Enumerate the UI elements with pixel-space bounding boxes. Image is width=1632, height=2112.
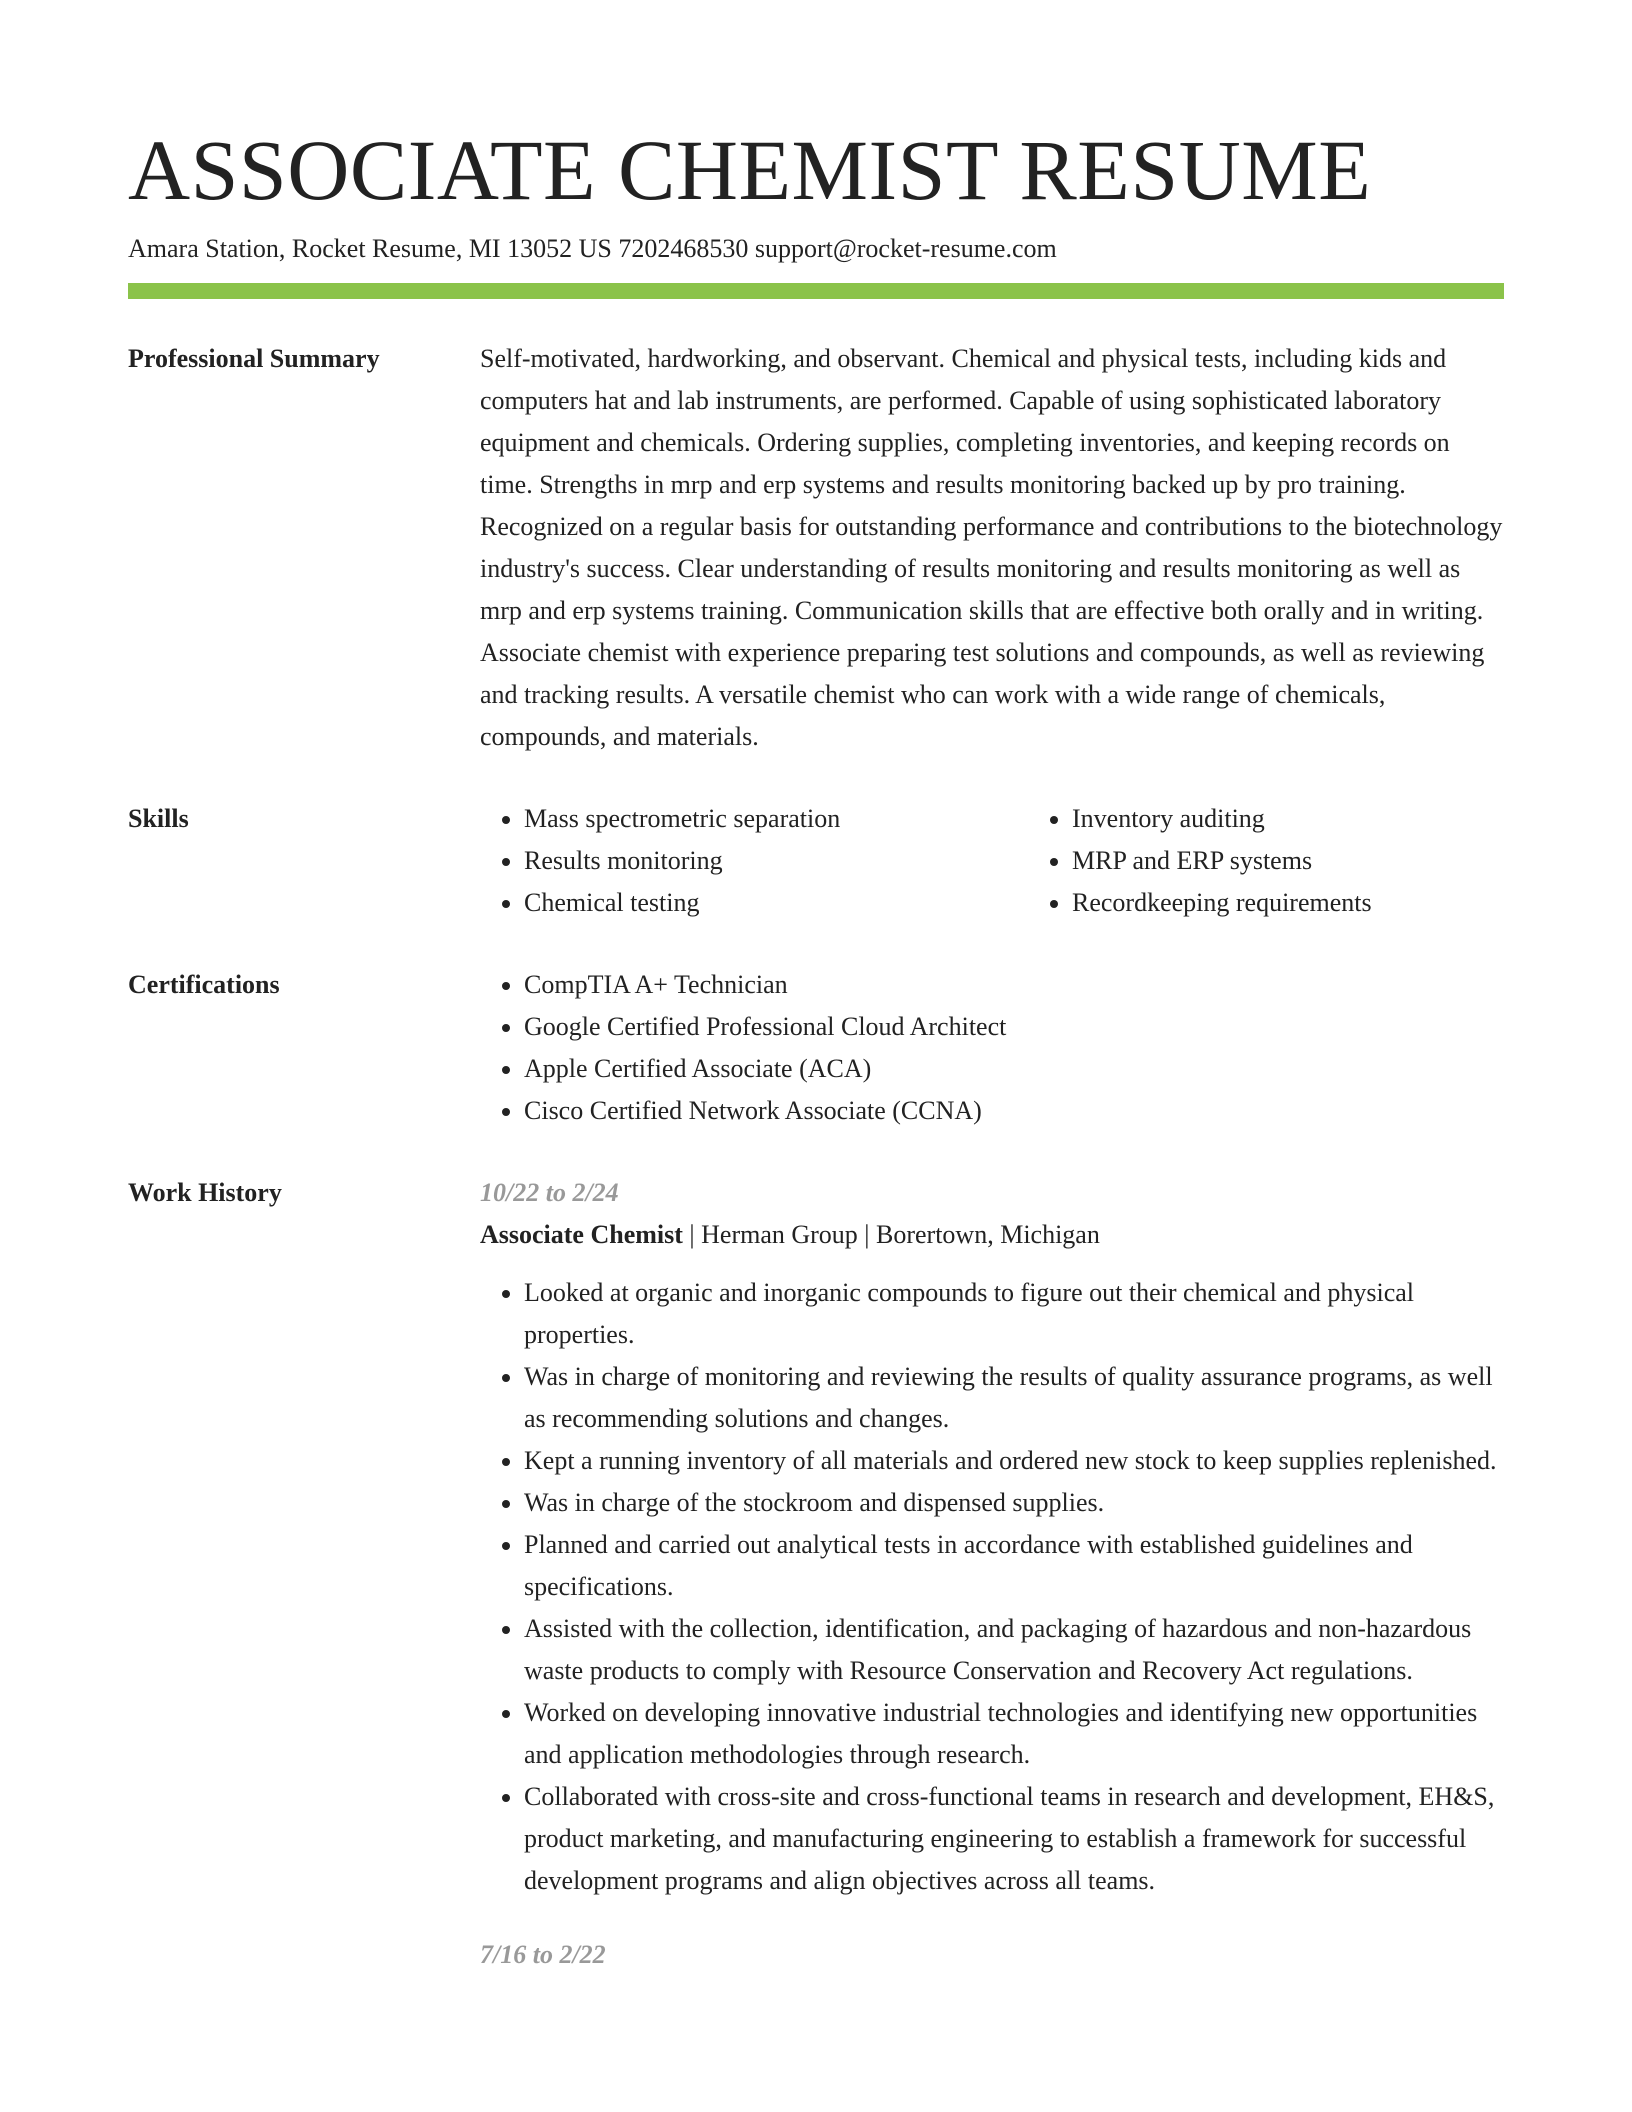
job-duty-item: • Worked on developing innovative industrial technologies and identifying new opportunities and application methodologies through research. xyxy=(524,1692,1504,1776)
job-duty-item: • Was in charge of the stockroom and dispensed supplies. xyxy=(524,1482,1504,1524)
job-duties-list xyxy=(480,1272,1504,1902)
skills-heading: Skills xyxy=(128,804,189,833)
skill-item: • Recordkeeping requirements xyxy=(1072,882,1576,924)
skill-item: • Chemical testing xyxy=(524,882,1028,924)
job-duty-item: • Collaborated with cross-site and cross-functional teams in research and development, EH&S, product marketing, and manufacturing engineering to establish a framework for successful development programs and align objectives across all teams. xyxy=(524,1776,1504,1902)
job-dates: 7/16 to 2/22 xyxy=(480,1940,606,1969)
certification-item: • CompTIA A+ Technician xyxy=(524,964,1504,1006)
skill-item: • MRP and ERP systems xyxy=(1072,840,1576,882)
work-history-heading: Work History xyxy=(128,1178,282,1207)
job-entry xyxy=(480,1934,1504,1976)
certifications-section xyxy=(128,970,1504,1132)
skill-item: • Results monitoring xyxy=(524,840,1028,882)
summary-heading: Professional Summary xyxy=(128,344,380,373)
job-entry xyxy=(480,1172,1504,1902)
job-company-location: | Herman Group | Borertown, Michigan xyxy=(682,1220,1100,1249)
skills-list-left xyxy=(480,798,1028,924)
certifications-list xyxy=(480,964,1504,1132)
job-header xyxy=(480,1214,1504,1256)
job-title: Associate Chemist xyxy=(480,1220,683,1249)
skills-grid xyxy=(480,798,1576,924)
summary-text: Self-motivated, hardworking, and observant. Chemical and physical tests, including kids and computers hat and lab instruments, are performed. Capable of using sophisticated laboratory equipment and chemicals. Ordering supplies, completing inventories, and keeping records on time. Strengths in mrp and erp systems and results monitoring backed up by pro training. Recognized on a regular basis for outstanding performance and contributions to the biotechnology industry's success. Clear understanding of results monitoring and results monitoring as well as mrp and erp systems training. Communication skills that are effective both orally and in writing. Associate chemist with experience preparing test solutions and compounds, as well as reviewing and tracking results. A versatile chemist who can work with a wide range of chemicals, compounds, and materials. xyxy=(480,344,1503,751)
job-duty-item: • Planned and carried out analytical tests in accordance with established guidelines and specifications. xyxy=(524,1524,1504,1608)
skill-item: • Inventory auditing xyxy=(1072,798,1576,840)
certification-item: • Apple Certified Associate (ACA) xyxy=(524,1048,1504,1090)
skills-list-right xyxy=(1028,798,1576,924)
skill-item: • Mass spectrometric separation xyxy=(524,798,1028,840)
certification-item: • Google Certified Professional Cloud Architect xyxy=(524,1006,1504,1048)
work-history-section xyxy=(128,1178,1504,1976)
skills-section xyxy=(128,804,1504,924)
job-duty-item: • Was in charge of monitoring and reviewing the results of quality assurance programs, as well as recommending solutions and changes. xyxy=(524,1356,1504,1440)
job-duty-item: • Looked at organic and inorganic compounds to figure out their chemical and physical properties. xyxy=(524,1272,1504,1356)
certifications-heading: Certifications xyxy=(128,970,280,999)
certification-item: • Cisco Certified Network Associate (CCNA) xyxy=(524,1090,1504,1132)
resume-title: ASSOCIATE CHEMIST RESUME xyxy=(128,122,1372,218)
job-duty-item: • Kept a running inventory of all materials and ordered new stock to keep supplies replenished. xyxy=(524,1440,1504,1482)
accent-divider xyxy=(128,283,1504,299)
summary-section xyxy=(128,344,1504,758)
resume-page xyxy=(128,120,1504,1976)
contact-line: Amara Station, Rocket Resume, MI 13052 US 7202468530 support@rocket-resume.com xyxy=(128,234,1057,263)
job-dates: 10/22 to 2/24 xyxy=(480,1178,619,1207)
job-duty-item: • Assisted with the collection, identification, and packaging of hazardous and non-hazardous waste products to comply with Resource Conservation and Recovery Act regulations. xyxy=(524,1608,1504,1692)
